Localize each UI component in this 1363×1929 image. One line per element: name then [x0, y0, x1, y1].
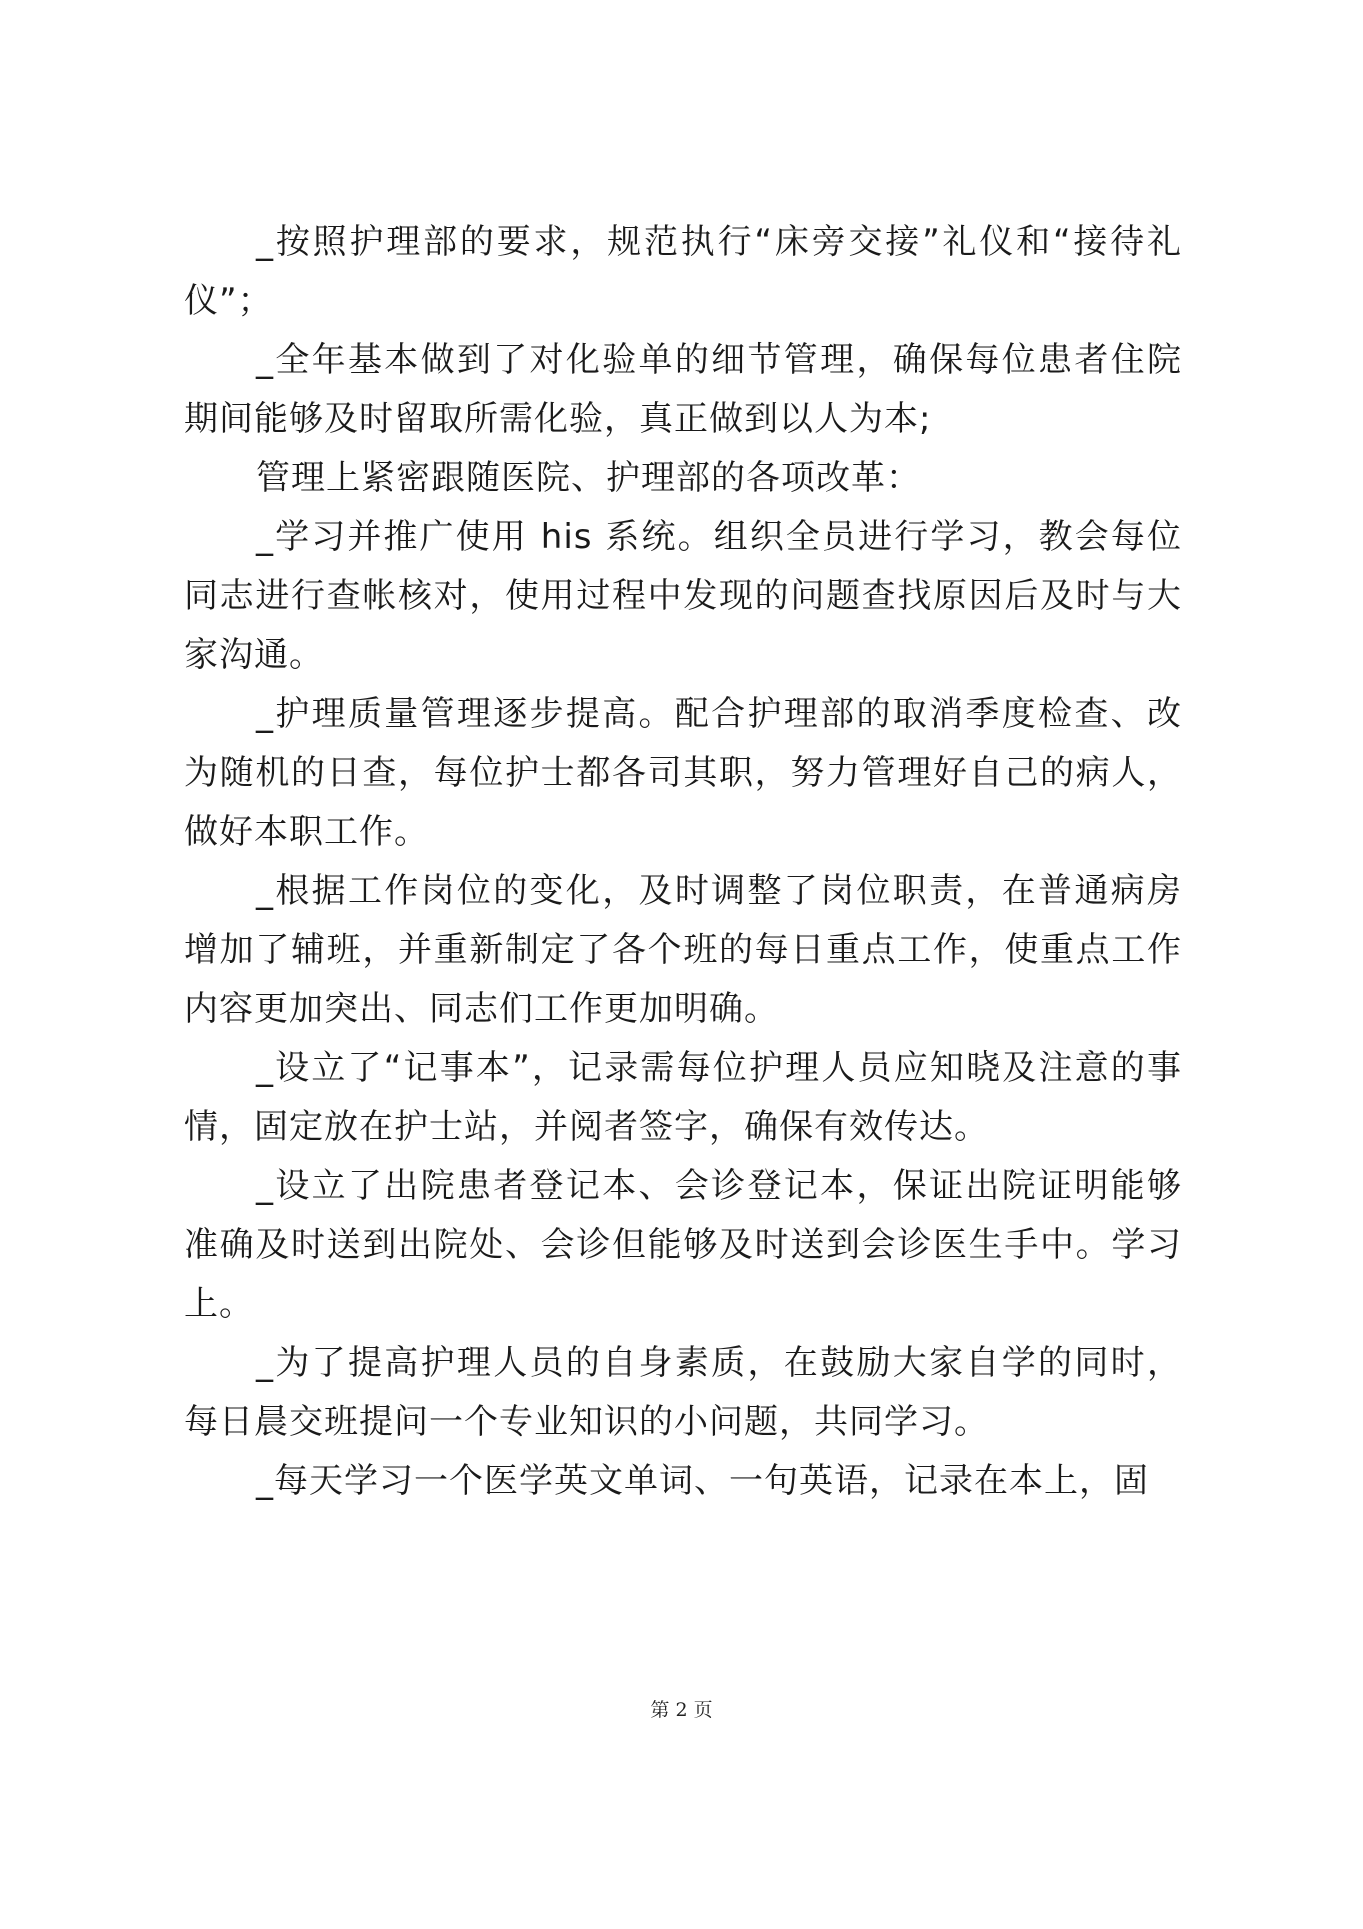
document-body [184, 213, 1182, 1511]
paragraph-7: _设立了“记事本”，记录需每位护理人员应知晓及注意的事情，固定放在护士站，并阅者签字，确保有效传达。 [184, 1048, 1182, 1147]
paragraph-2: _全年基本做到了对化验单的细节管理，确保每位患者住院期间能够及时留取所需化验，真正做到以人为本; [184, 340, 1182, 439]
paragraph-5: _护理质量管理逐步提高。配合护理部的取消季度检查、改为随机的日查，每位护士都各司其职，努力管理好自己的病人，做好本职工作。 [184, 694, 1182, 852]
page-number: 第 2 页 [650, 1699, 713, 1721]
paragraph-9: _为了提高护理人员的自身素质，在鼓励大家自学的同时，每日晨交班提问一个专业知识的小问题，共同学习。 [184, 1343, 1182, 1442]
paragraph-1: _按照护理部的要求，规范执行“床旁交接”礼仪和“接待礼仪”； [184, 222, 1182, 321]
paragraph-3: 管理上紧密跟随医院、护理部的各项改革： [256, 458, 921, 498]
paragraph-4: _学习并推广使用 his 系统。组织全员进行学习，教会每位同志进行查帐核对，使用过程中发现的问题查找原因后及时与大家沟通。 [184, 517, 1182, 675]
paragraph-6: _根据工作岗位的变化，及时调整了岗位职责，在普通病房增加了辅班，并重新制定了各个班的每日重点工作，使重点工作内容更加突出、同志们工作更加明确。 [184, 871, 1182, 1029]
paragraph-8: _设立了出院患者登记本、会诊登记本，保证出院证明能够准确及时送到出院处、会诊但能够及时送到会诊医生手中。学习上。 [184, 1166, 1182, 1324]
paragraph-10: _每天学习一个医学英文单词、一句英语，记录在本上，固 [256, 1461, 1149, 1501]
